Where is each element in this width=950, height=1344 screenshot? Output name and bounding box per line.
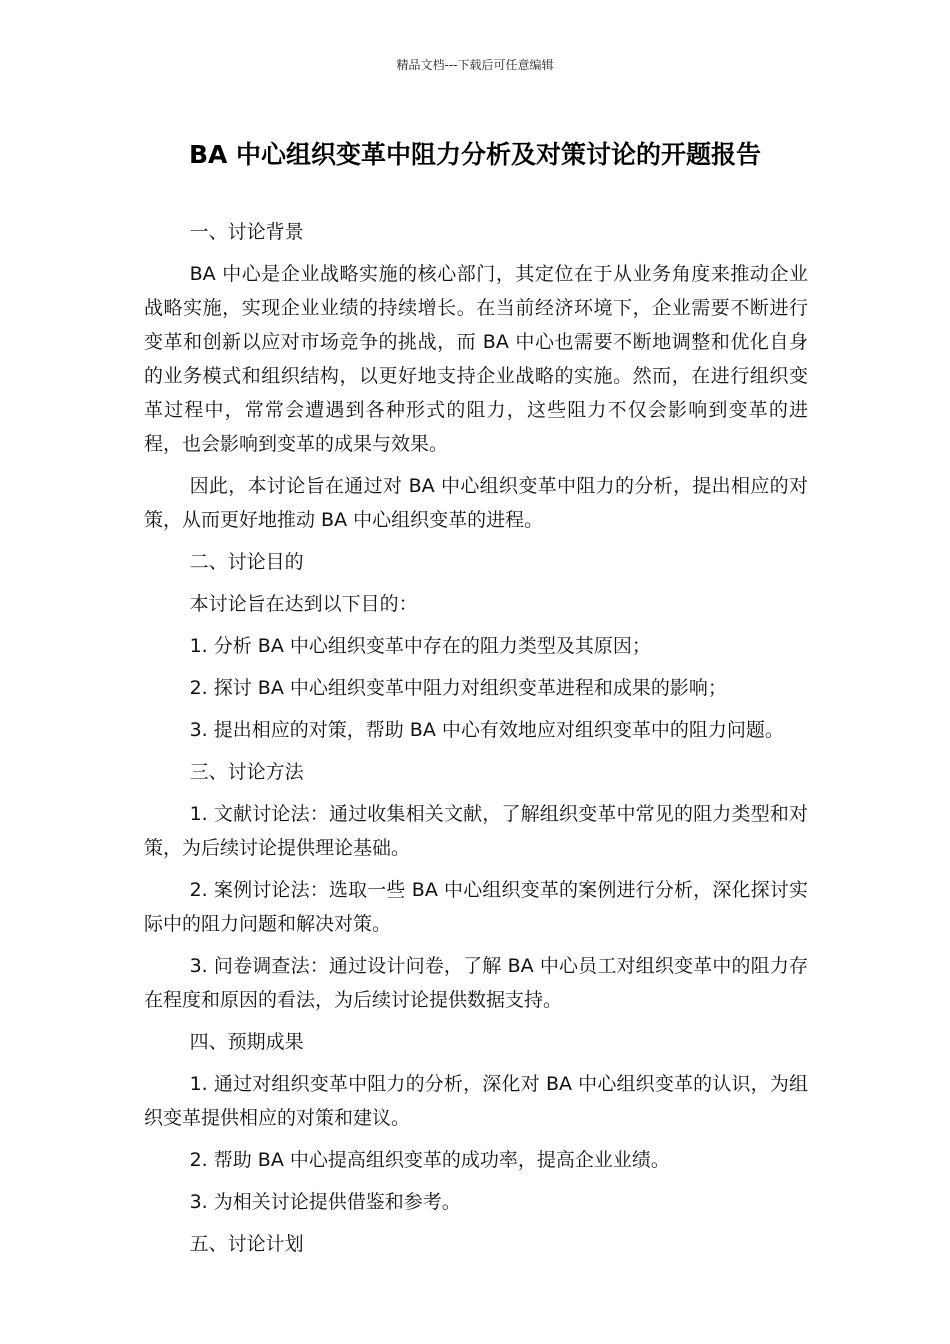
list-item-purpose-2: 2. 探讨 BA 中心组织变革中阻力对组织变革进程和成果的影响；: [189, 677, 727, 699]
list-item-outcome-1: 1. 通过对组织变革中阻力的分析，深化对 BA 中心组织变革的认识，为组织变革提供相应的对策和建议。: [144, 1073, 808, 1129]
section-heading-plan: 五、讨论计划: [189, 1233, 304, 1255]
page-header: 精品文档---下载后可任意编辑: [396, 58, 554, 72]
section-heading-outcomes: 四、预期成果: [189, 1031, 304, 1053]
list-item-outcome-3: 3. 为相关讨论提供借鉴和参考。: [189, 1191, 461, 1213]
list-item-outcome-2: 2. 帮助 BA 中心提高组织变革的成功率，提高企业业绩。: [189, 1149, 670, 1171]
paragraph-background-1: BA 中心是企业战略实施的核心部门，其定位在于从业务角度来推动企业战略实施，实现企业业绩的持续增长。在当前经济环境下，企业需要不断进行变革和创新以应对市场竞争的挑战，而 BA 中心也需要不断地调整和优化自身的业务模式和组织结构，以更好地支持企业战略的实施。然而，在进行组织变革过程中，常常会遭遇到各种形式的阻力，这些阻力不仅会影响到变革的进程，也会影响到变革的成果与效果。: [144, 263, 808, 455]
paragraph-background-2: 因此，本讨论旨在通过对 BA 中心组织变革中阻力的分析，提出相应的对策，从而更好地推动 BA 中心组织变革的进程。: [144, 475, 808, 531]
section-heading-methods: 三、讨论方法: [189, 761, 304, 783]
section-heading-purpose: 二、讨论目的: [189, 551, 304, 573]
list-item-method-1: 1. 文献讨论法：通过收集相关文献，了解组织变革中常见的阻力类型和对策，为后续讨论提供理论基础。: [144, 803, 808, 859]
paragraph-purpose-intro: 本讨论旨在达到以下目的：: [189, 593, 418, 615]
list-item-purpose-3: 3. 提出相应的对策，帮助 BA 中心有效地应对组织变革中的阻力问题。: [189, 719, 784, 741]
list-item-method-3: 3. 问卷调查法：通过设计问卷，了解 BA 中心员工对组织变革中的阻力存在程度和原因的看法，为后续讨论提供数据支持。: [144, 955, 808, 1011]
list-item-purpose-1: 1. 分析 BA 中心组织变革中存在的阻力类型及其原因；: [189, 635, 651, 657]
document-title: BA 中心组织变革中阻力分析及对策讨论的开题报告: [188, 140, 762, 169]
document-body: [144, 215, 808, 1269]
list-item-method-2: 2. 案例讨论法：选取一些 BA 中心组织变革的案例进行分析，深化探讨实际中的阻力问题和解决对策。: [144, 879, 808, 935]
section-heading-background: 一、讨论背景: [189, 221, 304, 243]
